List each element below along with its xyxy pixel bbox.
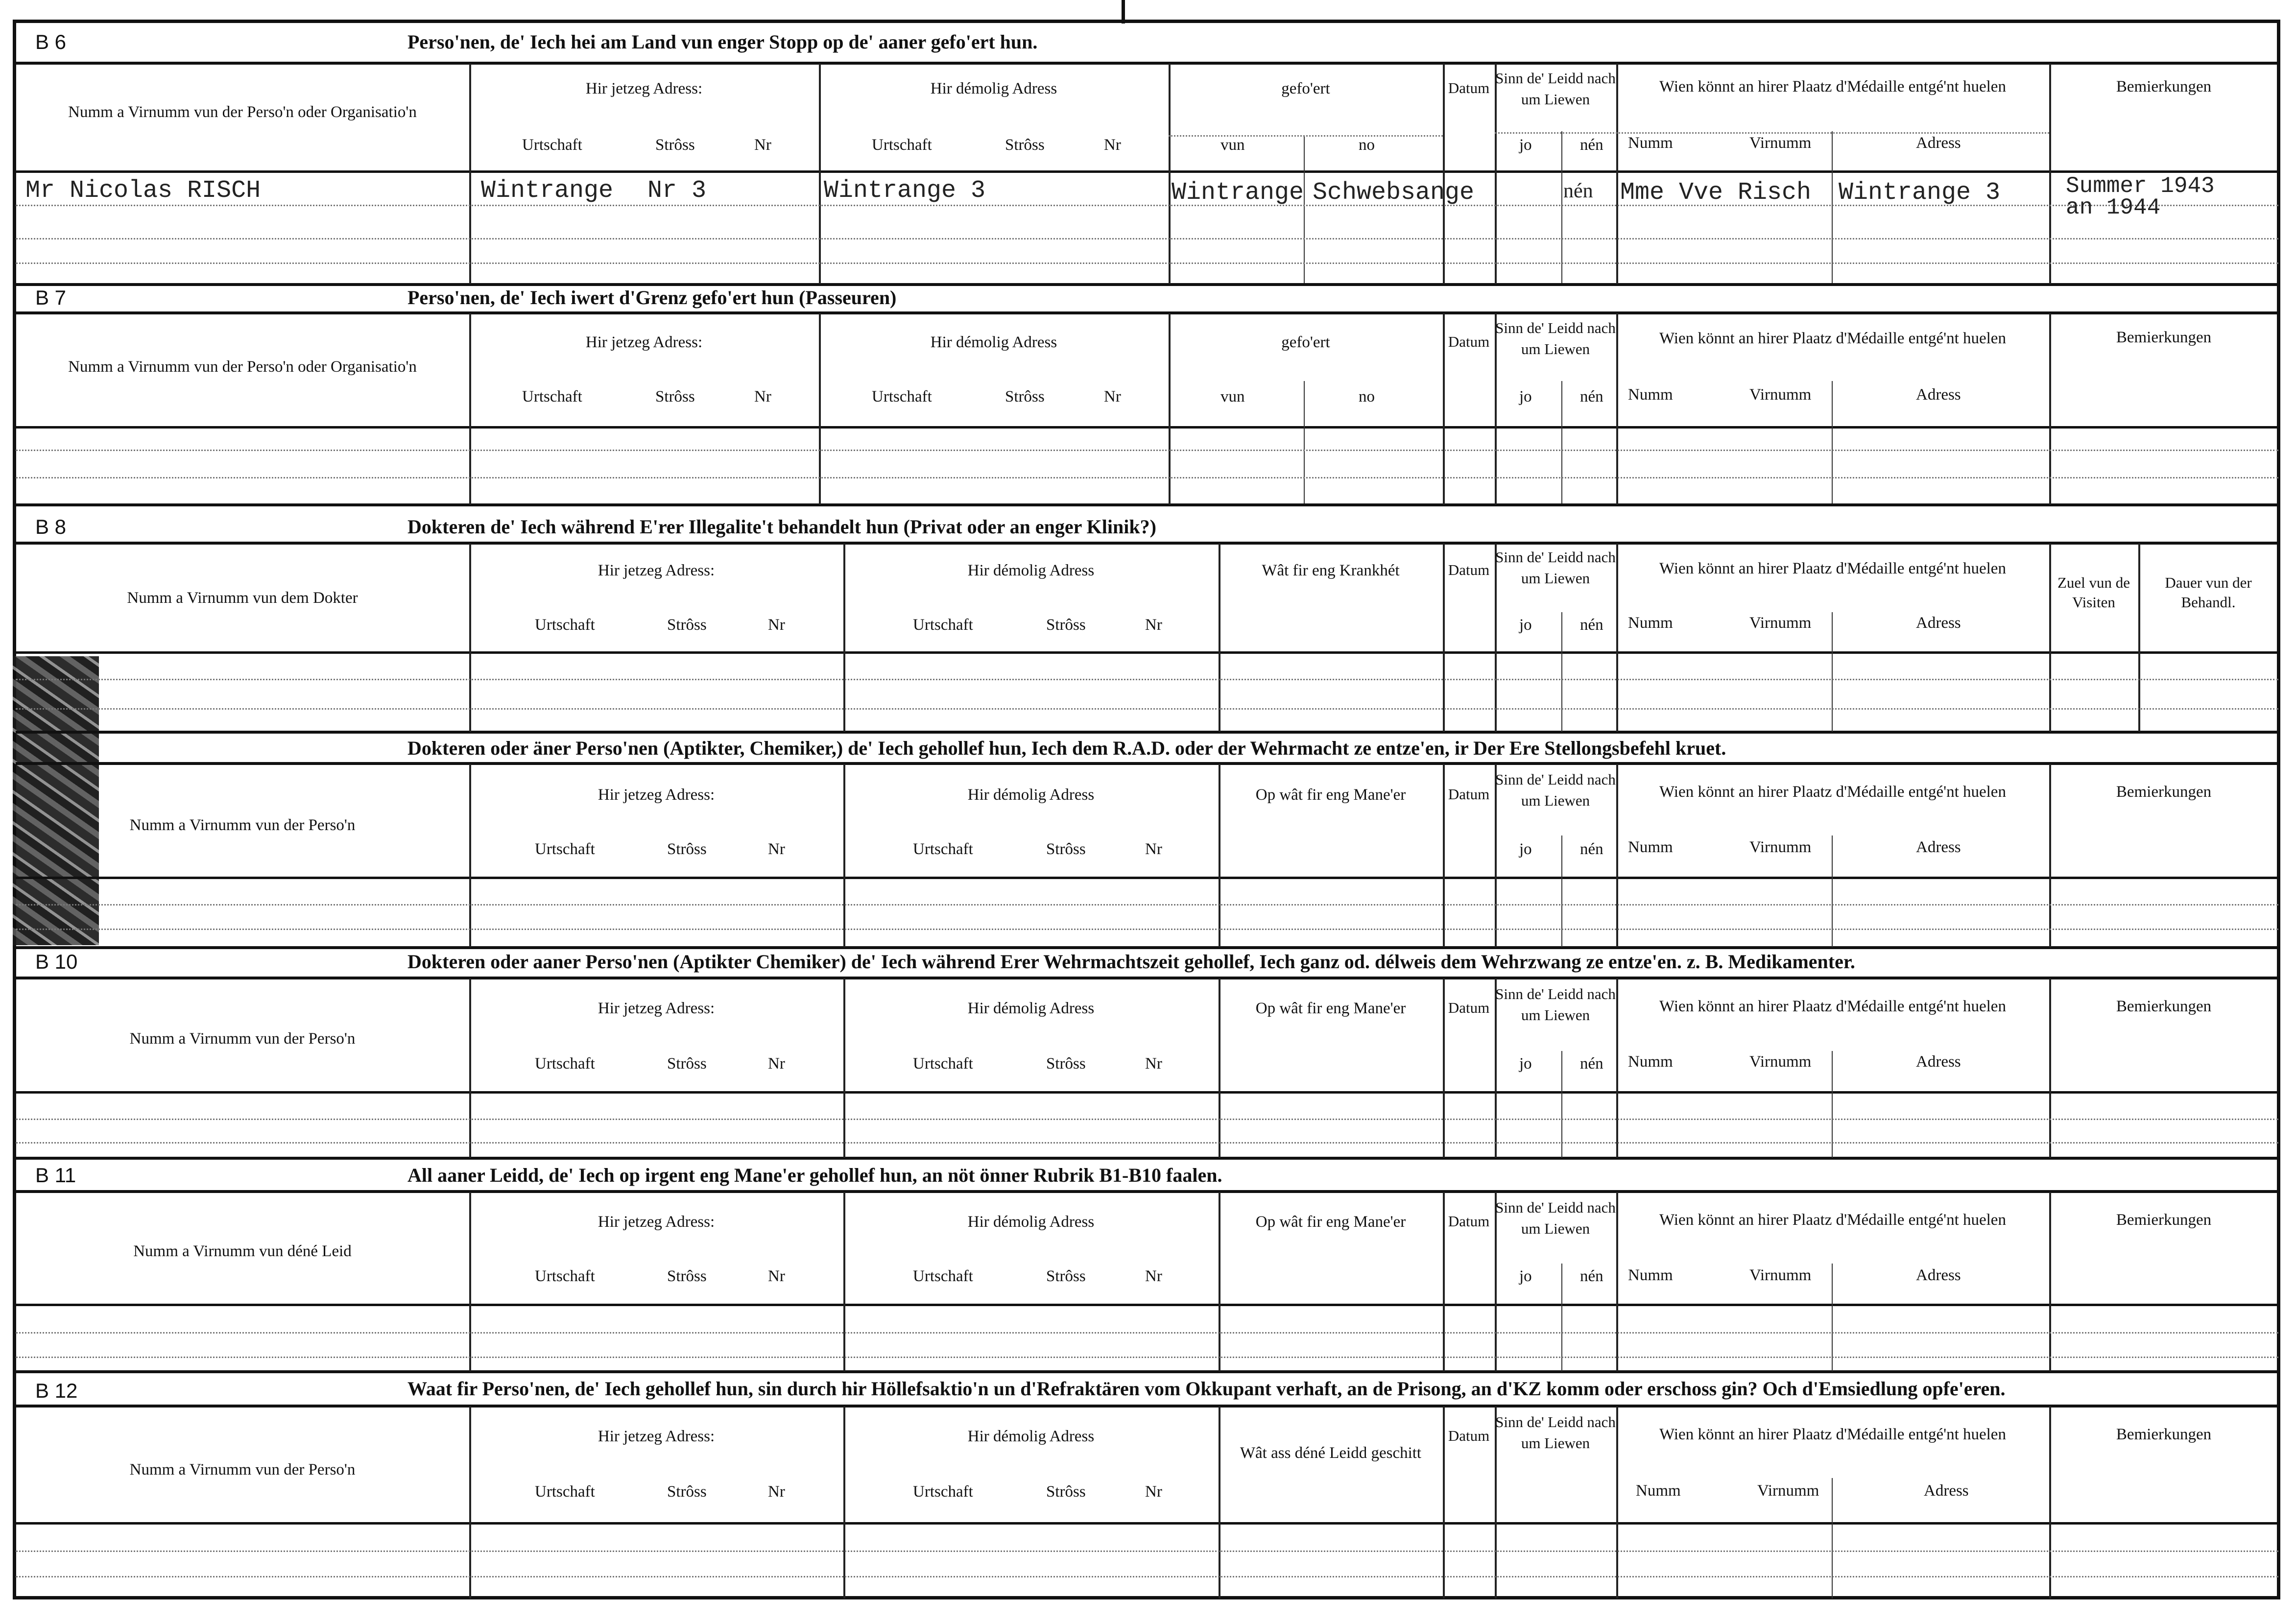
datum-header: Datum xyxy=(1448,79,1490,96)
section-title: Waat fir Perso'nen, de' Iech gehollef hun, sin durch hir Höllefsaktio'n un d'Refraktären vom Okkupant verhaft, an de Prisong, an d'KZ komm oder erschoss gin? Och d'Emsiedlung opfe'eren. xyxy=(407,1378,2006,1400)
urtschaft-label: Urtschaft xyxy=(913,840,973,858)
section-title: Perso'nen, de' Iech hei am Land vun enger Stopp op de' aaner gefo'ert hun. xyxy=(407,31,1038,53)
adress-label: Adress xyxy=(1916,134,1961,152)
stross-label: Strôss xyxy=(1046,840,1086,858)
manier-header: Op wât fir eng Mane'er xyxy=(1255,1213,1406,1231)
no-label: no xyxy=(1359,388,1375,406)
nr-label: Nr xyxy=(768,616,785,634)
section-title: Dokteren oder äner Perso'nen (Aptikter, Chemiker,) de' Iech gehollef hun, Iech dem R.A.D. oder der Wehrmacht ze entze'en, ir Der Ere Stellongsbefehl kruet. xyxy=(407,737,1726,759)
virnumm-label: Virnumm xyxy=(1749,386,1812,404)
bemierkungen-header: Bemierkungen xyxy=(2116,78,2212,95)
current-address-header: Hir jetzeg Adress: xyxy=(598,1213,715,1231)
nen-label: nén xyxy=(1580,1055,1603,1073)
medaille-header: Wien könnt an hirer Plaatz d'Médaille entgé'nt huelen xyxy=(1659,783,2006,801)
section-b9 xyxy=(16,733,2278,948)
nr-label: Nr xyxy=(1145,840,1162,858)
virnumm-label: Virnumm xyxy=(1749,1266,1812,1284)
stross-label: Strôss xyxy=(655,136,695,154)
nr-label: Nr xyxy=(1145,1055,1162,1073)
stross-label: Strôss xyxy=(1005,136,1045,154)
col-name-header: Numm a Virnumm vun der Perso'n oder Organisatio'n xyxy=(68,103,417,121)
section-code: B 6 xyxy=(35,30,67,53)
former-address-header: Hir démolig Adress xyxy=(967,1000,1095,1017)
numm-label: Numm xyxy=(1628,838,1673,856)
urtschaft-label: Urtschaft xyxy=(522,388,582,406)
section-title: Dokteren de' Iech während E'rer Illegalite't behandelt hun (Privat oder an enger Klinik?) xyxy=(407,516,1156,538)
former-address-header: Hir démolig Adress xyxy=(930,80,1057,97)
entry-remark-1: Summer 1943 xyxy=(2066,173,2215,199)
nr-label: Nr xyxy=(754,136,771,154)
section-b12 xyxy=(16,1373,2278,1598)
numm-label: Numm xyxy=(1628,1266,1673,1284)
medaille-header: Wien könnt an hirer Plaatz d'Médaille entgé'nt huelen xyxy=(1659,1426,2006,1443)
datum-header: Datum xyxy=(1448,1213,1490,1230)
numm-label: Numm xyxy=(1628,386,1673,404)
nr-label: Nr xyxy=(1145,1267,1162,1285)
stross-label: Strôss xyxy=(655,388,695,406)
nen-label: nén xyxy=(1580,136,1603,154)
section-b11 xyxy=(16,1159,2278,1374)
stross-label: Strôss xyxy=(667,1267,707,1285)
section-title: Perso'nen, de' Iech iwert d'Grenz gefo'ert hun (Passeuren) xyxy=(407,286,897,309)
stross-label: Strôss xyxy=(667,1055,707,1073)
dauer-header: Dauer vun der Behandl. xyxy=(2165,574,2252,611)
jo-label: jo xyxy=(1519,1055,1532,1073)
stross-label: Strôss xyxy=(1046,1267,1086,1285)
jo-label: jo xyxy=(1519,1267,1532,1285)
medaille-header: Wien könnt an hirer Plaatz d'Médaille entgé'nt huelen xyxy=(1659,78,2006,95)
urtschaft-label: Urtschaft xyxy=(913,1267,973,1285)
nr-label: Nr xyxy=(1145,616,1162,634)
datum-header: Datum xyxy=(1448,786,1490,803)
section-b6 xyxy=(16,24,2278,288)
urtschaft-label: Urtschaft xyxy=(535,1267,595,1285)
sinn-header: Sinn de' Leidd nach um Liewen xyxy=(1495,70,1616,108)
manier-header: Op wât fir eng Mane'er xyxy=(1255,1000,1406,1017)
adress-label: Adress xyxy=(1916,838,1961,856)
sinn-header: Sinn de' Leidd nach um Liewen xyxy=(1495,771,1616,810)
adress-label: Adress xyxy=(1916,386,1961,404)
col-name-header: Numm a Virnumm vun der Perso'n oder Organisatio'n xyxy=(68,358,417,376)
nen-label: nén xyxy=(1580,840,1603,858)
gefoert-header: gefo'ert xyxy=(1281,80,1330,97)
col-name-header: Numm a Virnumm vun der Perso'n xyxy=(129,1461,356,1479)
adress-label: Adress xyxy=(1924,1482,1969,1500)
stross-label: Strôss xyxy=(1046,1483,1086,1501)
urtschaft-label: Urtschaft xyxy=(913,1483,973,1501)
zuel-header: Zuel vun de Visiten xyxy=(2057,574,2130,611)
entry-to: Schwebsange xyxy=(1313,179,1475,207)
no-label: no xyxy=(1359,136,1375,154)
section-code: B 7 xyxy=(35,286,67,309)
vun-label: vun xyxy=(1220,136,1245,154)
geschitt-header: Wât ass déné Leidd geschitt xyxy=(1240,1444,1422,1462)
datum-header: Datum xyxy=(1448,1427,1490,1444)
former-address-header: Hir démolig Adress xyxy=(967,562,1095,579)
current-address-header: Hir jetzeg Adress: xyxy=(585,334,703,351)
former-address-header: Hir démolig Adress xyxy=(967,1213,1095,1231)
medaille-header: Wien könnt an hirer Plaatz d'Médaille entgé'nt huelen xyxy=(1659,330,2006,347)
nr-label: Nr xyxy=(768,1483,785,1501)
urtschaft-label: Urtschaft xyxy=(535,1483,595,1501)
nr-label: Nr xyxy=(1145,1483,1162,1501)
current-address-header: Hir jetzeg Adress: xyxy=(585,80,703,97)
nr-label: Nr xyxy=(1104,388,1121,406)
current-address-header: Hir jetzeg Adress: xyxy=(598,1000,715,1017)
jo-label: jo xyxy=(1519,388,1532,406)
stross-label: Strôss xyxy=(667,1483,707,1501)
stross-label: Strôss xyxy=(667,840,707,858)
nen-label: nén xyxy=(1580,388,1603,406)
col-name-header: Numm a Virnumm vun dem Dokter xyxy=(127,589,358,607)
bemierkungen-header: Bemierkungen xyxy=(2116,1426,2212,1443)
section-code: B 12 xyxy=(35,1379,78,1402)
bemierkungen-header: Bemierkungen xyxy=(2116,783,2212,801)
entry-nen: nén xyxy=(1563,180,1593,202)
sinn-header: Sinn de' Leidd nach um Liewen xyxy=(1495,1199,1616,1238)
stross-label: Strôss xyxy=(1046,616,1086,634)
jo-label: jo xyxy=(1519,616,1532,634)
urtschaft-label: Urtschaft xyxy=(535,616,595,634)
current-address-header: Hir jetzeg Adress: xyxy=(598,786,715,804)
section-code: B 10 xyxy=(35,950,78,973)
entry-name: Mr Nicolas RISCH xyxy=(25,177,261,205)
jo-label: jo xyxy=(1519,136,1532,154)
current-address-header: Hir jetzeg Adress: xyxy=(598,1428,715,1445)
urtschaft-label: Urtschaft xyxy=(872,136,932,154)
nr-label: Nr xyxy=(1104,136,1121,154)
virnumm-label: Virnumm xyxy=(1757,1482,1819,1500)
urtschaft-label: Urtschaft xyxy=(535,1055,595,1073)
nr-label: Nr xyxy=(754,388,771,406)
vun-label: vun xyxy=(1220,388,1245,406)
urtschaft-label: Urtschaft xyxy=(913,616,973,634)
adress-label: Adress xyxy=(1916,1266,1961,1284)
nen-label: nén xyxy=(1580,616,1603,634)
entry-former-address: Wintrange 3 xyxy=(824,177,986,205)
entry-from: Wintrange xyxy=(1172,179,1304,207)
urtschaft-label: Urtschaft xyxy=(535,840,595,858)
numm-label: Numm xyxy=(1636,1482,1681,1500)
col-name-header: Numm a Virnumm vun der Perso'n xyxy=(129,816,356,834)
sinn-header: Sinn de' Leidd nach um Liewen xyxy=(1495,549,1616,587)
section-title: Dokteren oder aaner Perso'nen (Aptikter Chemiker) de' Iech während Erer Wehrmachtszeit gehollef, Iech ganz od. délweis dem Wehrzwang ze entze'en. z. B. Medikamenter. xyxy=(407,951,1855,973)
nen-label: nén xyxy=(1580,1267,1603,1285)
numm-label: Numm xyxy=(1628,614,1673,632)
medaille-header: Wien könnt an hirer Plaatz d'Médaille entgé'nt huelen xyxy=(1659,998,2006,1015)
virnumm-label: Virnumm xyxy=(1749,134,1812,152)
nr-label: Nr xyxy=(768,840,785,858)
stross-label: Strôss xyxy=(667,616,707,634)
section-title: All aaner Leidd, de' Iech op irgent eng Mane'er gehollef hun, an nöt önner Rubrik B1-B10 faalen. xyxy=(407,1164,1222,1186)
datum-header: Datum xyxy=(1448,999,1490,1016)
former-address-header: Hir démolig Adress xyxy=(967,1428,1095,1445)
section-b10 xyxy=(16,946,2278,1162)
entry-current-place: Wintrange xyxy=(481,177,614,205)
urtschaft-label: Urtschaft xyxy=(872,388,932,406)
col-name-header: Numm a Virnumm vun der Perso'n xyxy=(129,1030,356,1048)
nr-label: Nr xyxy=(768,1055,785,1073)
bemierkungen-header: Bemierkungen xyxy=(2116,998,2212,1015)
sinn-header: Sinn de' Leidd nach um Liewen xyxy=(1495,1413,1616,1452)
bemierkungen-header: Bemierkungen xyxy=(2116,1211,2212,1229)
sinn-header: Sinn de' Leidd nach um Liewen xyxy=(1495,985,1616,1024)
col-name-header: Numm a Virnumm vun déné Leid xyxy=(133,1242,352,1260)
section-b7 xyxy=(16,283,2278,518)
manier-header: Op wât fir eng Mane'er xyxy=(1255,786,1406,804)
entry-medaille-address: Wintrange 3 xyxy=(1839,179,2001,207)
former-address-header: Hir démolig Adress xyxy=(967,786,1095,804)
urtschaft-label: Urtschaft xyxy=(913,1055,973,1073)
datum-header: Datum xyxy=(1448,561,1490,578)
section-code: B 11 xyxy=(35,1164,76,1187)
urtschaft-label: Urtschaft xyxy=(522,136,582,154)
entry-remark-2: an 1944 xyxy=(2066,195,2161,220)
krankheet-header: Wât fir eng Krankhét xyxy=(1262,562,1400,579)
jo-label: jo xyxy=(1519,840,1532,858)
gefoert-header: gefo'ert xyxy=(1281,334,1330,351)
medaille-header: Wien könnt an hirer Plaatz d'Médaille entgé'nt huelen xyxy=(1659,1211,2006,1229)
stross-label: Strôss xyxy=(1046,1055,1086,1073)
entry-current-nr: Nr 3 xyxy=(647,177,707,205)
section-b8 xyxy=(16,509,2278,739)
virnumm-label: Virnumm xyxy=(1749,614,1812,632)
nr-label: Nr xyxy=(768,1267,785,1285)
adress-label: Adress xyxy=(1916,1053,1961,1071)
former-address-header: Hir démolig Adress xyxy=(930,334,1057,351)
adress-label: Adress xyxy=(1916,614,1961,632)
virnumm-label: Virnumm xyxy=(1749,1053,1812,1071)
datum-header: Datum xyxy=(1448,333,1490,350)
sinn-header: Sinn de' Leidd nach um Liewen xyxy=(1495,319,1616,358)
section-code: B 8 xyxy=(35,515,67,538)
numm-label: Numm xyxy=(1628,134,1673,152)
medaille-header: Wien könnt an hirer Plaatz d'Médaille entgé'nt huelen xyxy=(1659,560,2006,577)
bemierkungen-header: Bemierkungen xyxy=(2116,329,2212,346)
stross-label: Strôss xyxy=(1005,388,1045,406)
numm-label: Numm xyxy=(1628,1053,1673,1071)
current-address-header: Hir jetzeg Adress: xyxy=(598,562,715,579)
virnumm-label: Virnumm xyxy=(1749,838,1812,856)
entry-medaille-name: Mme Vve Risch xyxy=(1620,179,1812,207)
